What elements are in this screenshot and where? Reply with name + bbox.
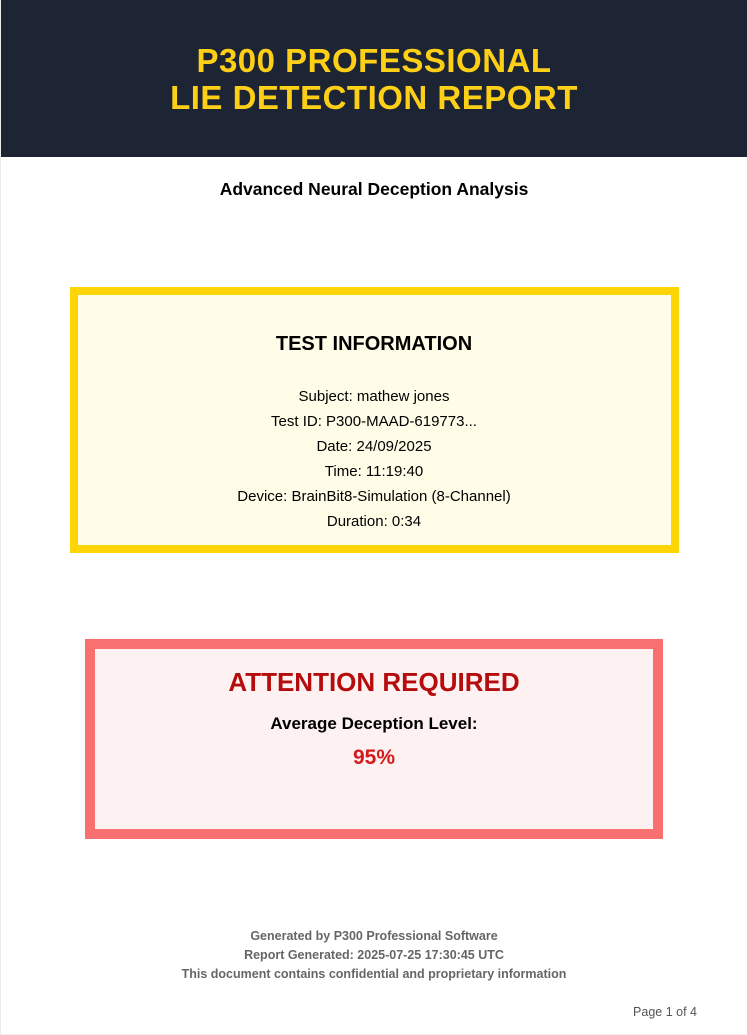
deception-level-value: 95% (352, 746, 396, 769)
info-row-subject: Subject: mathew jones (298, 388, 450, 405)
page-indicator: Page 1 of 4 (633, 1005, 697, 1019)
footer-generated-time: Report Generated: 2025-07-25 17:30:45 UTC (244, 948, 504, 962)
attention-required-box (85, 639, 663, 839)
info-row-date: Date: 24/09/2025 (316, 438, 432, 455)
footer-confidential: This document contains confidential and proprietary information (181, 967, 567, 981)
test-information-box (70, 287, 679, 553)
info-row-duration: Duration: 0:34 (326, 513, 422, 530)
footer-generated-by: Generated by P300 Professional Software (250, 929, 498, 943)
info-row-device: Device: BrainBit8-Simulation (8-Channel) (237, 488, 511, 505)
info-row-test-id: Test ID: P300-MAAD-619773... (271, 413, 477, 430)
test-information-title: TEST INFORMATION (275, 333, 473, 355)
info-row-time: Time: 11:19:40 (324, 463, 424, 480)
report-footer (1, 927, 747, 984)
deception-level-label: Average Deception Level: (270, 714, 478, 733)
report-subtitle: Advanced Neural Deception Analysis (219, 179, 529, 199)
report-title-line-2: LIE DETECTION REPORT (170, 78, 578, 116)
report-header (1, 0, 747, 157)
attention-required-title: ATTENTION REQUIRED (228, 667, 520, 697)
report-title-line-1: P300 PROFESSIONAL (196, 41, 552, 79)
